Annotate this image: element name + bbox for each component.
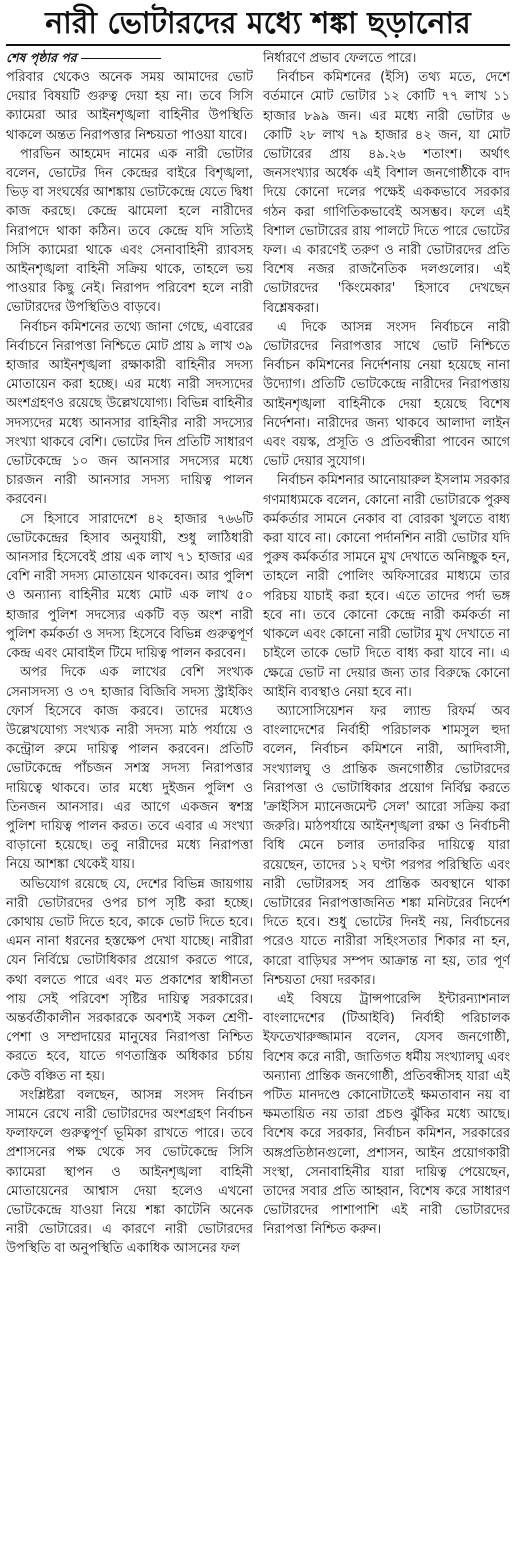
article-body [6,49,510,1561]
paragraph: পারভিন আহমেদ নামের এক নারী ভোটার বলেন, ভোটের দিন কেন্দ্রের বাইরে বিশৃঙ্খলা, ভিড় বা সংঘর্ষের আশঙ্কায় ভোটকেন্দ্রে যেতে দ্বিধা কাজ করছে। কেন্দ্রে ঝামেলা হলে নারীদের নিরাপদে থাকা কঠিন। তবে কেন্দ্রে যদি সত্যিই সিসি ক্যামেরা থাকে এবং সেনাবাহিনী র‍্যাবসহ আইনশৃঙ্খলা বাহিনী সক্রিয় থাকে, তাহলে ভয় পাওয়ার কিছু নেই। নিরাপদ পরিবেশ হলে নারী ভোটারদের উপস্থিতিও বাড়বে। [6,146,253,316]
paragraph: নির্বাচন কমিশনার আনোয়ারুল ইসলাম সরকার গণমাধ্যমকে বলেন, কোনো নারী ভোটারকে পুরুষ কর্মকর্তার সামনে নেকাব বা বোরকা খুলতে বাধ্য করা যাবে না। কোনো পর্দানশিন নারী ভোটার যদি পুরুষ কর্মকর্তার সামনে মুখ দেখাতে অনিচ্ছুক হন, তাহলে নারী পোলিং অফিসারের মাধ্যমে তার পরিচয় যাচাই করা হবে। এতে তাদের পর্দা ভঙ্গ হবে না। তবে কোনো কেন্দ্রে নারী কর্মকর্তা না থাকলে এবং কোনো নারী ভোটার মুখ দেখাতে না চাইলে তাকে ভোট দিতে বাধ্য করা যাবে না। এ ক্ষেত্রে ভোট না দেয়ার জন্য তার বিরুদ্ধে কোনো আইনি ব্যবস্থাও নেয়া হবে না। [263,473,510,700]
column-left [6,49,253,1561]
paragraph: পরিবার থেকেও অনেক সময় আমাদের ভোট দেয়ার বিষয়টি গুরুত্ব দেয়া হয় না। তবে সিসি ক্যামেরা আর আইনশৃঙ্খলা বাহিনীর উপস্থিতি থাকলে অন্তত নিরাপত্তার নিশ্চয়তা পাওয়া যাবে। [6,70,253,143]
column-right [263,49,510,1561]
paragraph: নির্ধারণে প্রভাব ফেলতে পারে। [263,51,417,66]
paragraph: অ্যাসোসিয়েশন ফর ল্যান্ড রিফর্ম অব বাংলাদেশের নির্বাহী পরিচালক শামসুল হুদা বলেন, নির্বাচন কমিশনে নারী, আদিবাসী, সংখ্যালঘু ও প্রান্তিক জনগোষ্ঠীর ভোটারদের নিরাপত্তা ও ভোটাধিকার প্রয়োগ নির্বিঘ্ন করতে 'ক্রাইসিস ম্যানেজমেন্ট সেল' আরো সক্রিয় করা জরুরি। মাঠপর্যায়ে আইনশৃঙ্খলা রক্ষা ও নির্বাচনী বিধি মেনে চলার তদারকির দায়িত্বে যারা রয়েছেন, তাদের ১২ ঘণ্টা পরপর পরিস্থিতি এবং নারী ভোটারসহ সব প্রান্তিক অবস্থানে থাকা ভোটারের নিরাপত্তাজনিত শঙ্কা মনিটরের নির্দেশ দিতে হবে। শুধু ভোটের দিনই নয়, নির্বাচনের পরেও যাতে নারীরা সহিংসতার শিকার না হন, কারো বাড়িঘর সম্পদ আক্রান্ত না হয়, তার পূর্ণ নিশ্চয়তা দেয়া দরকার। [263,703,510,988]
paragraph: সে হিসাবে সারাদেশে ৪২ হাজার ৭৬৬টি ভোটকেন্দ্রের হিসাব অনুযায়ী, শুধু লাঠিধারী আনসার হিসেবেই প্রায় এক লাখ ৭১ হাজার এর বেশি নারী সদস্য মোতায়েন থাকবেন। আর পুলিশ ও অন্যান্য বাহিনীর মধ্যে মোট এক লাখ ৫০ হাজার পুলিশ সদস্যের একটি বড় অংশ নারী পুলিশ কর্মকর্তা ও সদস্য হিসেবে বিভিন্ন গুরুত্বপূর্ণ কেন্দ্র এবং মোবাইল টিমে দায়িত্ব পালন করবেন। [6,511,253,662]
article-headline: নারী ভোটারদের মধ্যে শঙ্কা ছড়ানোর [45,6,471,41]
paragraph: সংশ্লিষ্টরা বলছেন, আসন্ন সংসদ নির্বাচন সামনে রেখে নারী ভোটারদের অংশগ্রহণ নির্বাচন ফলাফলে গুরুত্বপূর্ণ ভূমিকা রাখতে পারে। তবে প্রশাসনের পক্ষ থেকে সব ভোটকেন্দ্রে সিসি ক্যামেরা স্থাপন ও আইনশৃঙ্খলা বাহিনী মোতায়েনের আশ্বাস দেয়া হলেও এখনো ভোটকেন্দ্রে যাওয়া নিয়ে শঙ্কা কাটেনি অনেক নারী ভোটারের। এ কারণে নারী ভোটারদের উপস্থিতি বা অনুপস্থিতি একাধিক আসনের ফল [6,1087,253,1257]
paragraph: নির্বাচন কমিশনের (ইসি) তথ্য মতে, দেশে বর্তমানে মোট ভোটার ১২ কোটি ৭৭ লাখ ১১ হাজার ৮৯৯ জন। এর মধ্যে নারী ভোটার ৬ কোটি ২৮ লাখ ৭৯ হাজার ৪২ জন, যা মোট ভোটারের প্রায় ৪৯.২৬ শতাংশ। অর্থাৎ জনসংখ্যার অর্ধেক এই বিশাল জনগোষ্ঠীকে বাদ দিয়ে কোনো দলের পক্ষেই এককভাবে সরকার গঠন করা গাণিতিকভাবেই অসম্ভব। ফলে এই বিশাল ভোটারের রায় পালটে দিতে পারে ভোটের ফল। এ কারণেই তরুণ ও নারী ভোটারদের প্রতি বিশেষ নজর রাজনৈতিক দলগুলোর। এই ভোটারদের 'কিংমেকার' হিসাবে দেখছেন বিশ্লেষকরা। [263,70,510,316]
headline-rule [6,44,510,46]
paragraph: অপর দিকে এক লাখের বেশি সংখ্যক সেনাসদস্য ও ৩৭ হাজার বিজিবি সদস্য স্ট্রাইকিং ফোর্স হিসেবে কাজ করবে। তাদের মধ্যেও উল্লেখযোগ্য সংখ্যক নারী সদস্য মাঠ পর্যায়ে ও কন্ট্রোল রুমে দায়িত্ব পালন করবেন। প্রতিটি ভোটকেন্দ্রে পাঁচজন সশস্ত্র সদস্য নিরাপত্তার দায়িত্বে থাকবে। তার মধ্যে দুইজন পুলিশ ও তিনজন আনসার। এর আগে একজন স্বশস্ত্র পুলিশ দায়িত্ব পালন করত। তবে এবার এ সংখ্যা বাড়ানো হয়েছে। তবু নারীদের মধ্যে নিরাপত্তা নিয়ে আশঙ্কা থেকেই যায়। [6,665,253,873]
continued-from-label: শেষ পৃষ্ঠার পর [6,49,253,67]
paragraph: এ দিকে আসন্ন সংসদ নির্বাচনে নারী ভোটারদের নিরাপত্তার সাথে ভোট নিশ্চিতে নির্বাচন কমিশনের নির্দেশনায় নেয়া হয়েছে নানা উদ্যোগ। প্রতিটি ভোটকেন্দ্রে নারীদের নিরাপত্তায় আইনশৃঙ্খলা বাহিনীকে দেয়া হয়েছে বিশেষ নির্দেশনা। নারীদের জন্য থাকবে আলাদা লাইন এবং বয়স্ক, প্রসূতি ও প্রতিবন্ধীরা পাবেন আগে ভোট দেয়ার সুযোগ। [263,319,510,470]
paragraph: এই বিষয়ে ট্রান্সপারেন্সি ইন্টারন্যাশনাল বাংলাদেশের (টিআইবি) নির্বাহী পরিচালক ইফতেখারুজ্জামান বলেন, যেসব জনগোষ্ঠী, বিশেষ করে নারী, জাতিগত ধর্মীয় সংখ্যালঘু এবং অন্যান্য প্রান্তিক জনগোষ্ঠী, প্রতিবন্ধীসহ যারা এই পটিত মানদণ্ডে কোনোটাতেই ক্ষমতাবান নয় বা ক্ষমতায়িত নয় তারা প্রচণ্ড ঝুঁকির মধ্যে আছে। বিশেষ করে সরকার, নির্বাচন কমিশন, সরকারের অঙ্গপ্রতিষ্ঠানগুলো, প্রশাসন, আইন প্রয়োগকারী সংস্থা, সেনাবাহিনীর যারা দায়িত্ব পেয়েছেন, তাদের সবার প্রতি আহ্বান, বিশেষ করে সাধারণ ভোটারদের পাশাপাশি এই নারী ভোটারদের নিরাপত্তা নিশ্চিত করুন। [263,991,510,1238]
paragraph: নির্বাচন কমিশনের তথ্যে জানা গেছে, এবারের নির্বাচনে নিরাপত্তা নিশ্চিতে মোট প্রায় ৯ লাখ ৩৯ হাজার আইনশৃঙ্খলা রক্ষাকারী বাহিনীর সদস্য মোতায়েন করা হচ্ছে। এর মধ্যে নারী সদস্যদের অংশগ্রহণও রয়েছে উল্লেখযোগ্য। বিভিন্ন বাহিনীর সদস্যদের মধ্যে আনসার বাহিনীর নারী সদস্যের সংখ্যা থাকবে বেশি। ভোটের দিন প্রতিটি সাধারণ ভোটকেন্দ্রে ১০ জন আনসার সদস্যের মধ্যে চারজন নারী আনসার সদস্য দায়িত্ব পালন করবেন। [6,319,253,508]
paragraph: অভিযোগ রয়েছে যে, দেশের বিভিন্ন জায়গায় নারী ভোটারদের ওপর চাপ সৃষ্টি করা হচ্ছে। কোথায় ভোট দিতে হবে, কাকে ভোট দিতে হবে। এমন নানা ধরনের হস্তক্ষেপ দেখা যাচ্ছে। নারীরা যেন নির্বিঘ্নে ভোটাধিকার প্রয়োগ করতে পারে, কথা বলতে পারে এবং মত প্রকাশের স্বাধীনতা পায় সেই পরিবেশ সৃষ্টির দায়িত্ব সরকারের। অন্তর্বর্তীকালীন সরকারকে অবশ্যই সকল শ্রেণী-পেশা ও সম্প্রদায়ের মানুষের নিরাপত্তা নিশ্চিত করতে হবে, যাতে গণতান্ত্রিক অধিকার চর্চায় কেউ বঞ্চিত না হয়। [6,876,253,1084]
